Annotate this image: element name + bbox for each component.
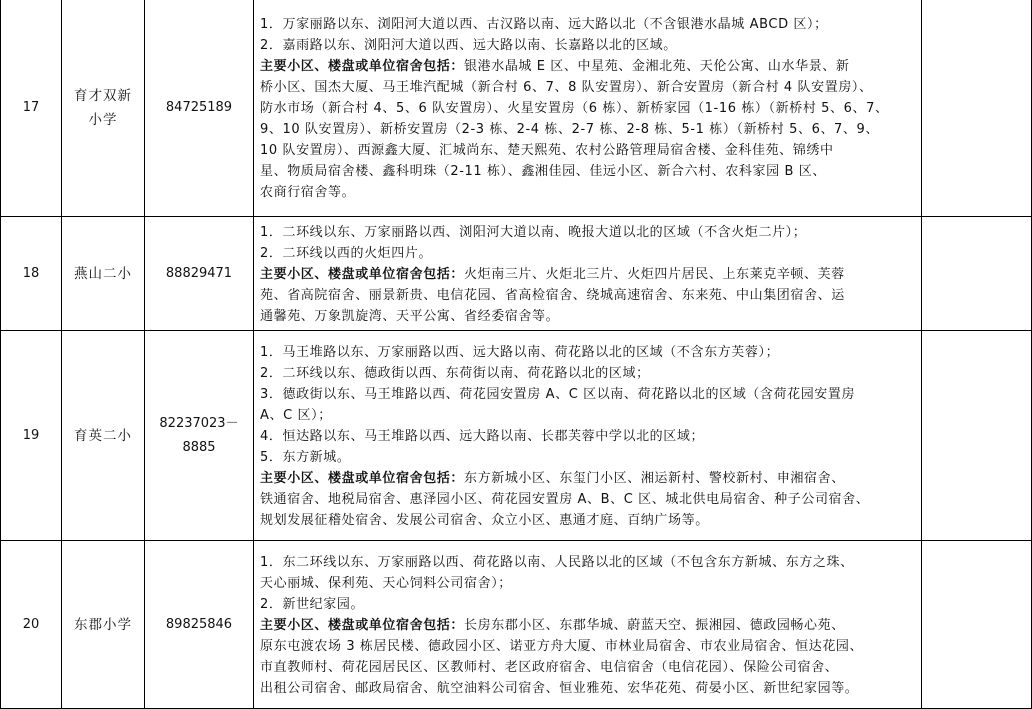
table-row xyxy=(1,217,1032,331)
area-item: 3．德政街以东、马王堆路以西、荷花园安置房 A、C 区以南、荷花路以北的区域（含荷花园安置房 xyxy=(260,386,856,402)
area-item: 4．恒达路以东、马王堆路以西、远大路以南、长郡芙蓉中学以北的区域； xyxy=(260,428,705,444)
remark-cell xyxy=(922,541,1032,709)
main-communities-text: 火炬南三片、火炬北三片、火炬四片居民、上东莱克辛顿、芙蓉 xyxy=(464,266,845,282)
school-name-cell xyxy=(62,217,145,331)
row-number-cell xyxy=(1,541,62,709)
district-content-cell xyxy=(254,331,922,541)
district-content-cell xyxy=(254,0,922,217)
main-communities-text: 桥小区、国杰大厦、马王堆汽配城（新合村 6、7、8 队安置房）、新合安置房（新合村 4 队安置房）、 xyxy=(260,79,873,95)
school-name-cell xyxy=(62,331,145,541)
main-communities-text: 9、10 队安置房）、新桥安置房（2-3 栋、2-4 栋、2-7 栋、2-8 栋、5-1 栋）（新桥村 5、6、7、9、 xyxy=(260,121,879,137)
table-row xyxy=(1,331,1032,541)
row-number: 18 xyxy=(22,266,40,281)
remark-cell xyxy=(922,331,1032,541)
area-item: 1．二环线以东、万家丽路以西、浏阳河大道以南、晚报大道以北的区域（不含火炬二片）； xyxy=(260,224,807,240)
remark-cell xyxy=(922,217,1032,331)
main-communities-text: 长房东郡小区、东郡华城、蔚蓝天空、振湘园、德政园畅心苑、 xyxy=(464,617,845,633)
school-name: 燕山二小 xyxy=(74,265,132,282)
row-number-cell xyxy=(1,0,62,217)
remark-cell xyxy=(922,0,1032,217)
row-number: 20 xyxy=(22,617,40,632)
district-content-cell xyxy=(254,217,922,331)
school-name: 小学 xyxy=(88,111,118,128)
district-content-cell xyxy=(254,541,922,709)
table-row xyxy=(1,541,1032,709)
area-item: 天心丽城、保利苑、天心饲料公司宿舍）； xyxy=(260,575,512,591)
phone-number: 8885 xyxy=(182,439,216,455)
main-communities-text: 市直教师村、荷花园居民区、区教师村、老区政府宿舍、电信宿舍（电信花园）、保险公司宿舍、 xyxy=(260,659,839,675)
main-communities-label: 主要小区、楼盘或单位宿舍包括： xyxy=(260,58,465,74)
main-communities-text: 农商行宿舍等。 xyxy=(260,184,356,200)
phone-cell xyxy=(145,0,254,217)
row-number-cell xyxy=(1,331,62,541)
phone-number: 82237023－ xyxy=(159,415,239,431)
main-communities-label: 主要小区、楼盘或单位宿舍包括： xyxy=(260,470,465,486)
main-communities-text: 通馨苑、万象凯旋湾、天平公寓、省经委宿舍等。 xyxy=(260,308,560,324)
area-item: 1．东二环线以东、万家丽路以西、荷花路以南、人民路以北的区域（不包含东方新城、东方之珠、 xyxy=(260,554,854,570)
main-communities-text: 规划发展征稽处宿舍、发展公司宿舍、众立小区、惠通才庭、百纳广场等。 xyxy=(260,512,709,528)
area-item: 2．嘉雨路以东、浏阳河大道以西、远大路以南、长嘉路以北的区域。 xyxy=(260,37,677,53)
main-communities-text: 铁通宿舍、地税局宿舍、惠泽园小区、荷花园安置房 A、B、C 区、城北供电局宿舍、种子公司宿舍、 xyxy=(260,491,870,507)
row-number: 19 xyxy=(22,428,40,443)
area-item: 1．马王堆路以东、万家丽路以西、远大路以南、荷花路以北的区域（不含东方芙蓉）； xyxy=(260,344,780,360)
main-communities-text: 出租公司宿舍、邮政局宿舍、航空油料公司宿舍、恒业雅苑、宏华花苑、荷晏小区、新世纪家园等。 xyxy=(260,680,859,696)
phone-cell xyxy=(145,541,254,709)
area-item: 2．二环线以东、德政街以西、东荷街以南、荷花路以北的区域； xyxy=(260,365,650,381)
area-item: 2．二环线以西的火炬四片。 xyxy=(260,245,433,261)
main-communities-text: 原东屯渡农场 3 栋居民楼、德政园小区、诺亚方舟大厦、市林业局宿舍、市农业局宿舍、恒达花园、 xyxy=(260,638,864,654)
phone-cell xyxy=(145,331,254,541)
phone-number: 89825846 xyxy=(165,617,233,632)
main-communities-text: 10 队安置房）、西源鑫大厦、汇城尚东、楚天熙苑、农村公路管理局宿舍楼、金科佳苑、锦绣中 xyxy=(260,142,834,158)
main-communities-text: 东方新城小区、东玺门小区、湘运新村、警校新村、申湘宿舍、 xyxy=(464,470,845,486)
main-communities-text: 防水市场（新合村 4、5、6 队安置房）、火星安置房（6 栋）、新桥家园（1-16 栋）（新桥村 5、6、7、 xyxy=(260,100,889,116)
main-communities-label: 主要小区、楼盘或单位宿舍包括： xyxy=(260,617,465,633)
main-communities-text: 银港水晶城 E 区、中星苑、金湘北苑、天伦公寓、山水华景、新 xyxy=(464,58,850,74)
school-name-cell xyxy=(62,541,145,709)
main-communities-text: 星、物质局宿舍楼、鑫科明珠（2-11 栋）、鑫湘佳园、佳远小区、新合六村、农科家园 B 区、 xyxy=(260,163,826,179)
main-communities-label: 主要小区、楼盘或单位宿舍包括： xyxy=(260,266,465,282)
phone-number: 84725189 xyxy=(165,100,233,115)
area-item: 2．新世纪家园。 xyxy=(260,596,365,612)
area-item: 5．东方新城。 xyxy=(260,449,351,465)
row-number-cell xyxy=(1,217,62,331)
school-name: 育才双新 xyxy=(74,87,132,104)
row-number: 17 xyxy=(22,100,40,115)
table-row xyxy=(1,0,1032,217)
main-communities-text: 苑、省高院宿舍、丽景新贵、电信花园、省高检宿舍、绕城高速宿舍、东来苑、中山集团宿舍、运 xyxy=(260,287,845,303)
area-item: 1．万家丽路以东、浏阳河大道以西、古汉路以南、远大路以北（不含银港水晶城 ABCD 区）； xyxy=(260,16,828,32)
school-name-cell xyxy=(62,0,145,217)
phone-number: 88829471 xyxy=(165,266,233,281)
area-item: A、C 区）； xyxy=(260,407,332,423)
school-name: 东郡小学 xyxy=(74,616,132,633)
school-name: 育英二小 xyxy=(74,427,132,444)
phone-cell xyxy=(145,217,254,331)
